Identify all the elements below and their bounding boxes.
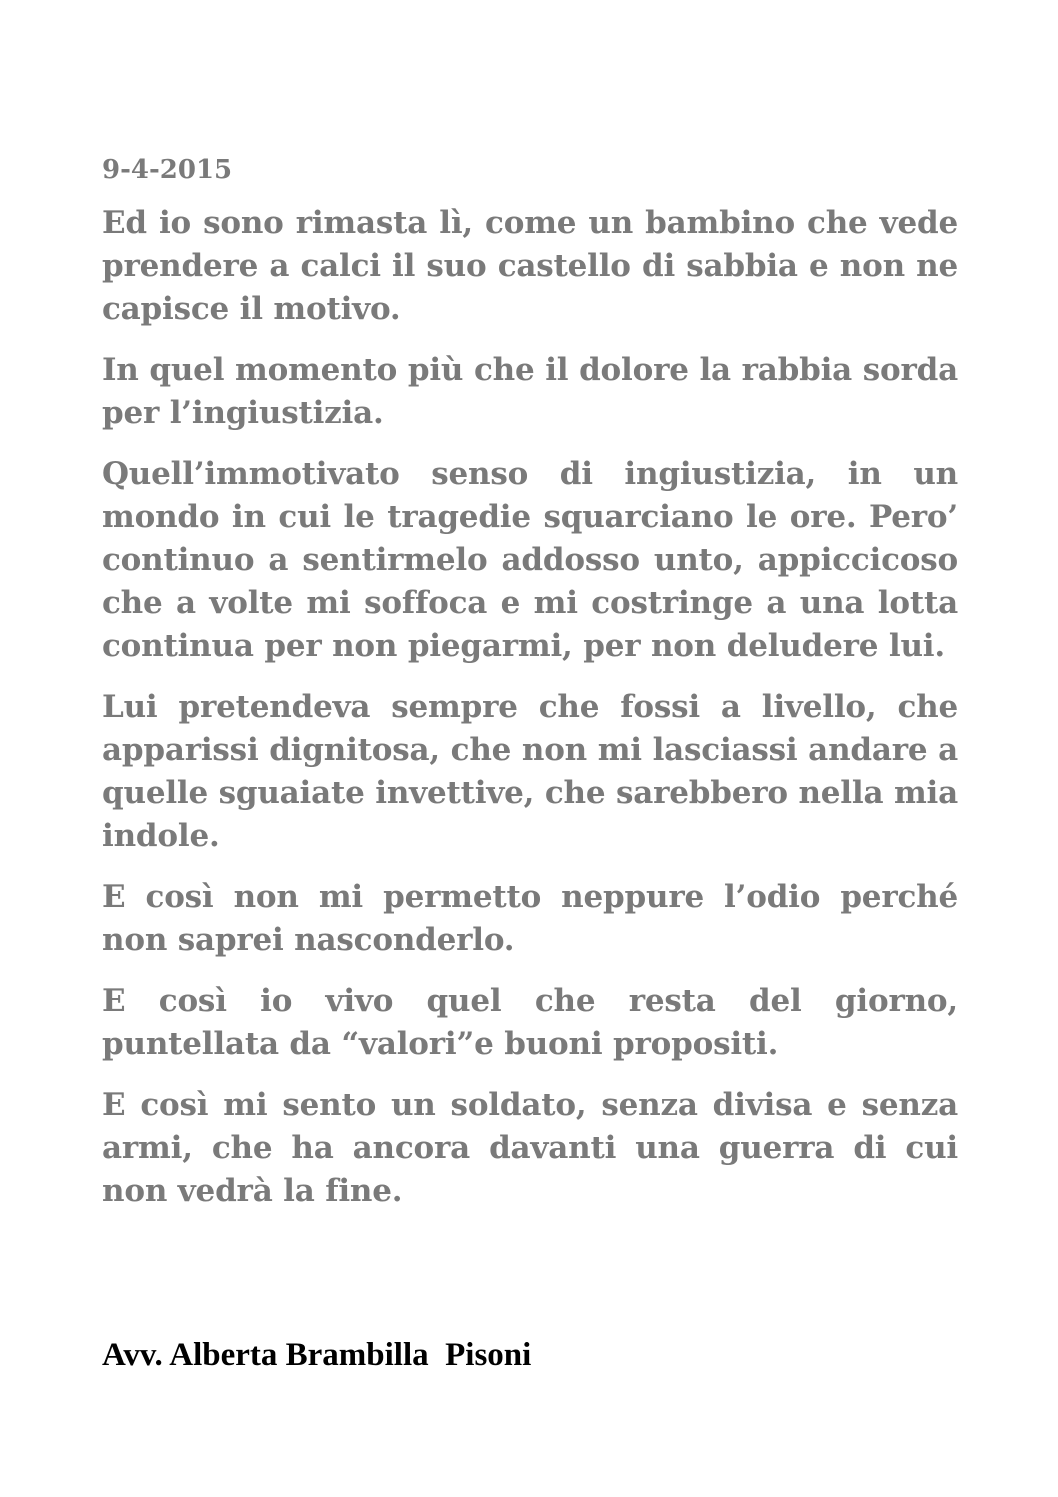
paragraph-6: E così io vivo quel che resta del giorno, puntellata da “valori”e buoni propositi. xyxy=(102,983,958,1062)
paragraph-2: In quel momento più che il dolore la rabbia sorda per l’ingiustizia. xyxy=(102,352,958,431)
document-date: 9-4-2015 xyxy=(102,155,233,185)
document-body xyxy=(102,150,958,1231)
paragraph-5: E così non mi permetto neppure l’odio perché non saprei nasconderlo. xyxy=(102,879,958,958)
paragraph-3: Quell’immotivato senso di ingiustizia, in un mondo in cui le tragedie squarciano le ore. Pero’ continuo a sentirmelo addosso unto, appiccicoso che a volte mi soffoca e mi costringe a una lotta continua per non piegarmi, per non deludere lui. xyxy=(102,456,958,664)
paragraph-7: E così mi sento un soldato, senza divisa e senza armi, che ha ancora davanti una guerra di cui non vedrà la fine. xyxy=(102,1087,958,1209)
paragraph-1: Ed io sono rimasta lì, come un bambino che vede prendere a calci il suo castello di sabbia e non ne capisce il motivo. xyxy=(102,205,958,327)
paragraph-4: Lui pretendeva sempre che fossi a livello, che apparissi dignitosa, che non mi lasciassi andare a quelle sguaiate invettive, che sarebbero nella mia indole. xyxy=(102,689,959,854)
author-signature: Avv. Alberta Brambilla Pisoni xyxy=(102,1337,532,1373)
